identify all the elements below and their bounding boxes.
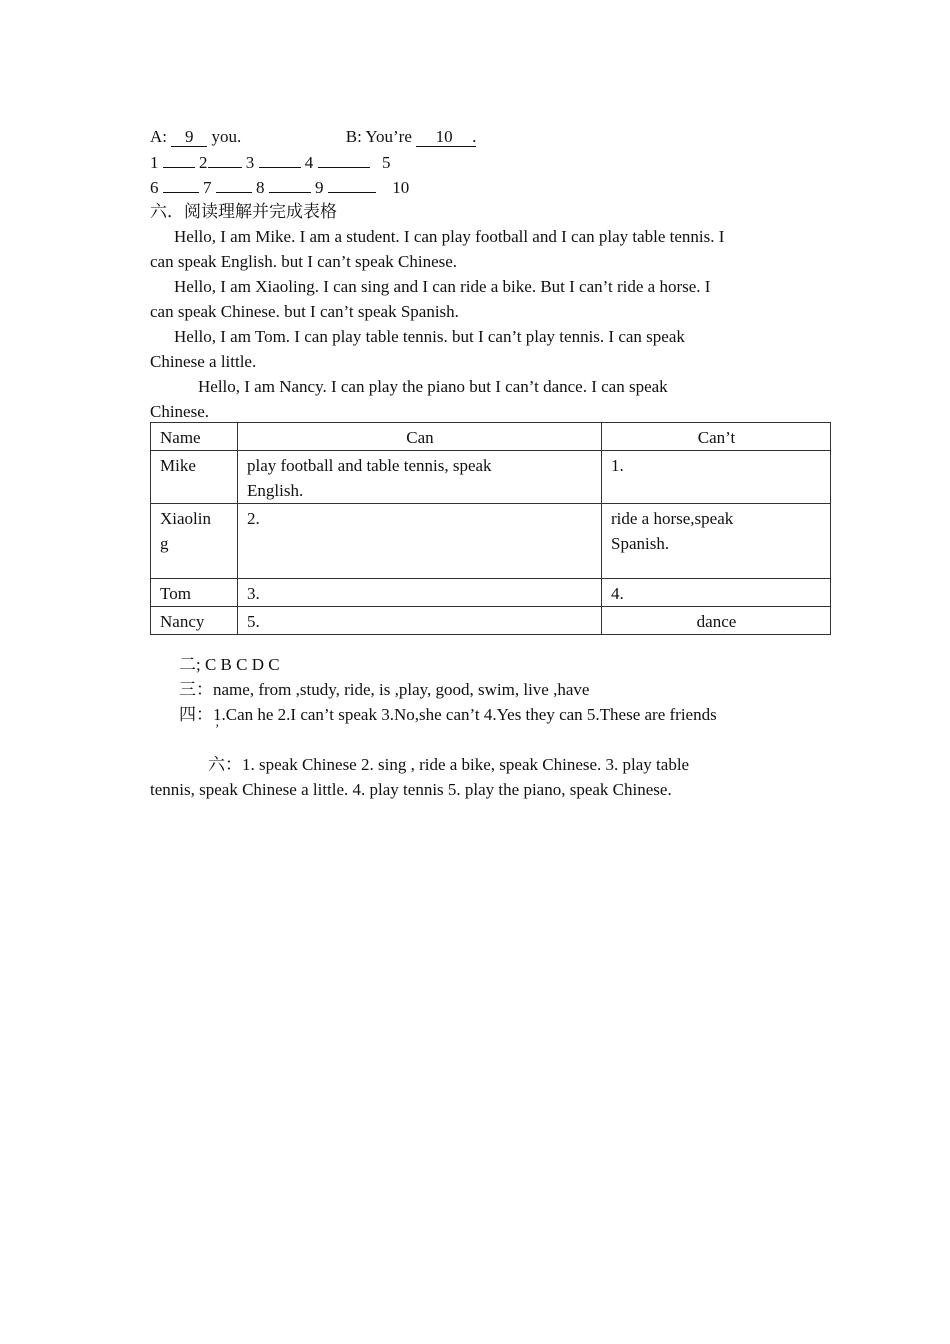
answer-blank (163, 177, 199, 193)
passage-tom-line2: Chinese a little. (150, 352, 257, 371)
blank-number: 9 (315, 178, 324, 197)
answer-blank (208, 152, 242, 168)
table-header-row (151, 423, 831, 451)
table-row (151, 607, 831, 635)
blank-number: 10 (392, 178, 410, 197)
answer-blank (259, 152, 301, 168)
cell-name (151, 504, 238, 579)
blank-number: 8 (256, 178, 265, 197)
blank-number: 6 (150, 178, 159, 197)
answer-blank (269, 177, 311, 193)
header-can: Can (238, 423, 602, 451)
answer-blank (216, 177, 252, 193)
passage-tom-line1: Hello, I am Tom. I can play table tennis. but I can’t play tennis. I can speak (174, 327, 685, 346)
cell-can (238, 451, 602, 504)
cell-can: 5. (238, 607, 602, 635)
blank-number: 2 (199, 153, 208, 172)
dialog-b-answer: 10 (416, 128, 472, 147)
cell-name: Mike (151, 451, 238, 504)
answer-blank (328, 177, 376, 193)
cell-name: Tom (151, 579, 238, 607)
blank-number: 7 (203, 178, 212, 197)
table-row (151, 504, 831, 579)
header-name: Name (151, 423, 238, 451)
blank-row-1 (150, 152, 391, 173)
header-cant: Can’t (602, 423, 831, 451)
section-heading: 六．阅读理解并完成表格 (150, 202, 337, 221)
answer-blank (163, 152, 195, 168)
answer-six-line2: tennis, speak Chinese a little. 4. play tennis 5. play the piano, speak Chinese. (150, 780, 672, 799)
dialog-line (150, 127, 476, 147)
passage-xiaoling-line1: Hello, I am Xiaoling. I can sing and I can ride a bike. But I can’t ride a horse. I (174, 277, 711, 296)
cell-cant: 1. (602, 451, 831, 504)
cell-cant: dance (602, 607, 831, 635)
passage-nancy-line1: Hello, I am Nancy. I can play the piano but I can’t dance. I can speak (198, 377, 668, 396)
dialog-a-answer: 9 (171, 128, 207, 147)
passage-xiaoling-line2: can speak Chinese. but I can’t speak Spanish. (150, 302, 459, 321)
cell-cant-line1: ride a horse,speak (611, 509, 734, 528)
cell-can-line1: play football and table tennis, speak (247, 456, 492, 475)
answer-four-tail: ’ (215, 721, 220, 736)
blank-number: 5 (382, 153, 391, 172)
answer-four: 四：1.Can he 2.I can’t speak 3.No,she can’t 4.Yes they can 5.These are friends (179, 705, 717, 724)
cell-name-line2: g (160, 534, 169, 553)
cell-can: 2. (238, 504, 602, 579)
cell-cant (602, 504, 831, 579)
passage-nancy-line2: Chinese. (150, 402, 210, 421)
cell-can: 3. (238, 579, 602, 607)
answer-blank (318, 152, 370, 168)
cell-name-line1: Xiaolin (160, 509, 211, 528)
answer-six-line1: 六：1. speak Chinese 2. sing , ride a bike, speak Chinese. 3. play table (208, 755, 690, 774)
answer-two: 二; C B C D C (179, 655, 280, 674)
blank-number: 3 (245, 153, 255, 172)
cell-name: Nancy (151, 607, 238, 635)
answer-table (150, 422, 831, 635)
table-row (151, 579, 831, 607)
passage-mike-line1: Hello, I am Mike. I am a student. I can play football and I can play table tennis. I (174, 227, 725, 246)
dialog-b-prefix: B: You’re (345, 127, 412, 146)
answer-three: 三：name, from ,study, ride, is ,play, good, swim, live ,have (179, 680, 590, 699)
blank-number: 1 (150, 153, 159, 172)
blank-row-2 (150, 177, 409, 198)
dialog-a-suffix: you. (211, 127, 242, 146)
cell-cant: 4. (602, 579, 831, 607)
cell-cant-line2: Spanish. (611, 534, 670, 553)
blank-number: 4 (304, 153, 314, 172)
dialog-a-prefix: A: (150, 127, 167, 146)
dialog-b-suffix: . (472, 127, 477, 146)
table-row (151, 451, 831, 504)
passage-mike-line2: can speak English. but I can’t speak Chinese. (150, 252, 458, 271)
cell-can-line2: English. (247, 481, 304, 500)
